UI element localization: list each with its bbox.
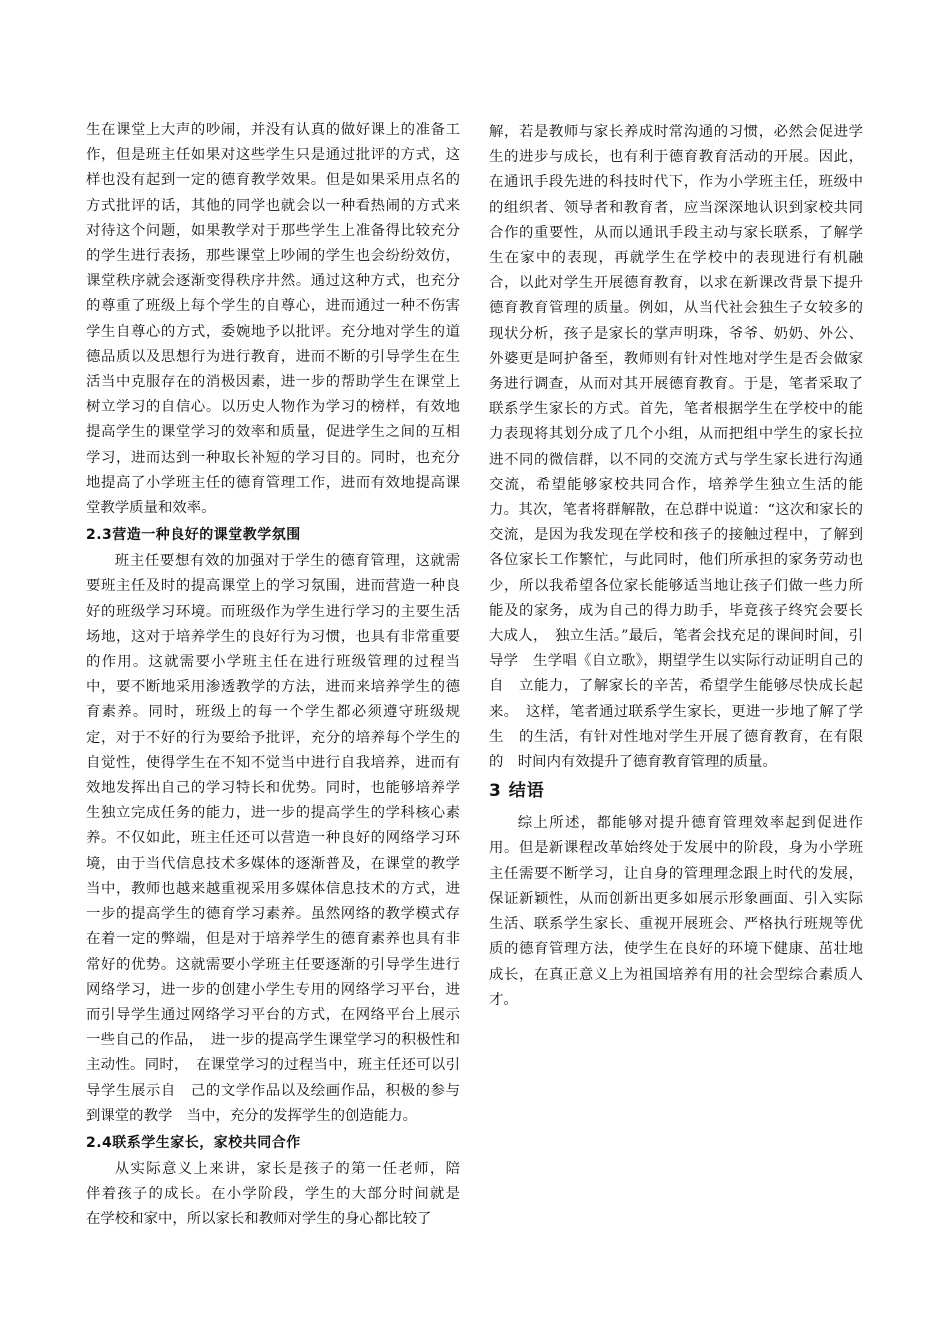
right-paragraph-continued: 解，若是教师与家长养成时常沟通的习惯，必然会促进学生的进步与成长，也有利于德育教育活动的开展。因此，在通讯手段先进的科技时代下，作为小学班主任，班级中的组织者、领导者和教育者，应当深深地认识到家校共同合作的重要性，从而以通讯手段主动与家长联系，了解学生在家中的表现，再就学生在学校中的表现进行有机融合，以此对学生开展德育教育，以求在新课改背景下提升德育教育管理的质量。例如，从当代社会独生子女较多的现状分析，孩子是家长的掌声明珠，爷爷、奶奶、外公、外婆更是呵护备至，教师则有针对性地对学生是否会做家务进行调查，从而对其开展德育教育。于是，笔者采取了联系学生家长的方式。首先，笔者根据学生在学校中的能力表现将其划分成了几个小组，从而把组中学生的家长拉进不同的微信群，以不同的交流方式与学生家长进行沟通交流，希望能够家校共同合作，培养学生独立生活的能力。其次，笔者将群解散，在总群中说道：“这次和家长的交流，是因为我发现在学校和孩子的接触过程中，了解到各位家长工作繁忙，与此同时，他们所承担的家务劳动也少，所以我希望各位家长能够适当地让孩子们做一些力所能及的家务，成为自己的得力助手，毕竟孩子终究会要长大成人， 独立生活。”最后，笔者会找充足的课间时间，引导学 生学唱《自立歌》，期望学生以实际行动证明自己的自 立能力，了解家长的辛苦，希望学生能够尽快成长起来。 这样，笔者通过联系学生家长，更进一步地了解了学生 的生活，有针对性地对学生开展了德育教育，在有限的 时间内有效提升了德育教育管理的质量。	[489, 124, 863, 771]
left-column	[86, 118, 475, 1233]
right-column	[489, 120, 863, 1013]
left-paragraph-continued: 生在课堂上大声的吵闹，并没有认真的做好课上的准备工作，但是班主任如果对这些学生只是通过批评的方式，这样也没有起到一定的德育教学效果。但是如果采用点名的方式批评的话，其他的同学也就会以一种看热闹的方式来对待这个问题，如果教学对于那些学生上准备得比较充分的学生进行表扬，那些课堂上吵闹的学生也会纷纷效仿，课堂秩序就会逐渐变得秩序井然。通过这种方式，也充分的尊重了班级上每个学生的自尊心，进而通过一种不伤害学生自尊心的方式，委婉地予以批评。充分地对学生的道德品质以及思想行为进行教育，进而不断的引导学生在生活当中克服存在的消极因素，进一步的帮助学生在课堂上树立学习的自信心。以历史人物作为学习的榜样，有效地提高学生的课堂学习的效率和质量，促进学生之间的互相学习，进而达到一种取长补短的学习目的。同时，也充分地提高了小学班主任的德育管理工作，进而有效地提高课堂教学质量和效率。	[86, 122, 460, 517]
section-2-3-paragraph: 班主任要想有效的加强对于学生的德育管理，这就需要班主任及时的提高课堂上的学习氛围，进而营造一种良好的班级学习环境。而班级作为学生进行学习的主要生活场地，这对于培养学生的良好行为习惯，也具有非常重要的作用。这就需要小学班主任在进行班级管理的过程当中，要不断地采用渗透教学的方法，进而来培养学生的德育素养。同时，班级上的每一个学生都必须遵守班级规定，对于不好的行为要给予批评，充分的培养每个学生的自觉性，使得学生在不知不觉当中进行自我培养，进而有效地发挥出自己的学习特长和优势。同时，也能够培养学生独立完成任务的能力，进一步的提高学生的学科核心素养。不仅如此，班主任还可以营造一种良好的网络学习环境，由于当代信息技术多媒体的逐渐普及，在课堂的教学当中，教师也越来越重视采用多媒体信息技术的方式，进一步的提高学生的德育学习素养。虽然网络的教学模式存在着一定的弊端，但是对于培养学生的德育素养也具有非常好的优势。这就需要小学班主任要逐渐的引导学生进行网络学习，进一步的创建小学生专用的网络学习平台，进而引导学生通过网络学习平台的方式，在网络平台上展示一些自己的作品， 进一步的提高学生课堂学习的积极性和主动性。同时， 在课堂学习的过程当中，班主任还可以引导学生展示自 己的文学作品以及绘画作品，积极的参与到课堂的教学 当中，充分的发挥学生的创造能力。	[86, 553, 460, 1124]
section-heading-2-4: 2.4联系学生家长，家校共同合作	[86, 1134, 301, 1151]
section-heading-3-conclusion: 3 结语	[489, 781, 545, 802]
section-heading-2-3: 2.3营造一种良好的课堂教学氛围	[86, 527, 301, 544]
conclusion-paragraph: 综上所述，都能够对提升德育管理效率起到促进作用。但是新课程改革始终处于发展中的阶段，身为小学班主任需要不断学习，让自身的管理理念跟上时代的发展，保证新颖性，从而创新出更多如展示形象画面、引入实际生活、联系学生家长、重视开展班会、严格执行班规等优质的德育管理方法，使学生在良好的环境下健康、茁壮地成长，在真正意义上为祖国培养有用的社会型综合素质人才。	[489, 815, 863, 1008]
section-2-4-paragraph: 从实际意义上来讲，家长是孩子的第一任老师，陪 伴着孩子的成长。在小学阶段，学生的大部分时间就是 在学校和家中，所以家长和教师对学生的身心都比较了	[86, 1160, 475, 1228]
